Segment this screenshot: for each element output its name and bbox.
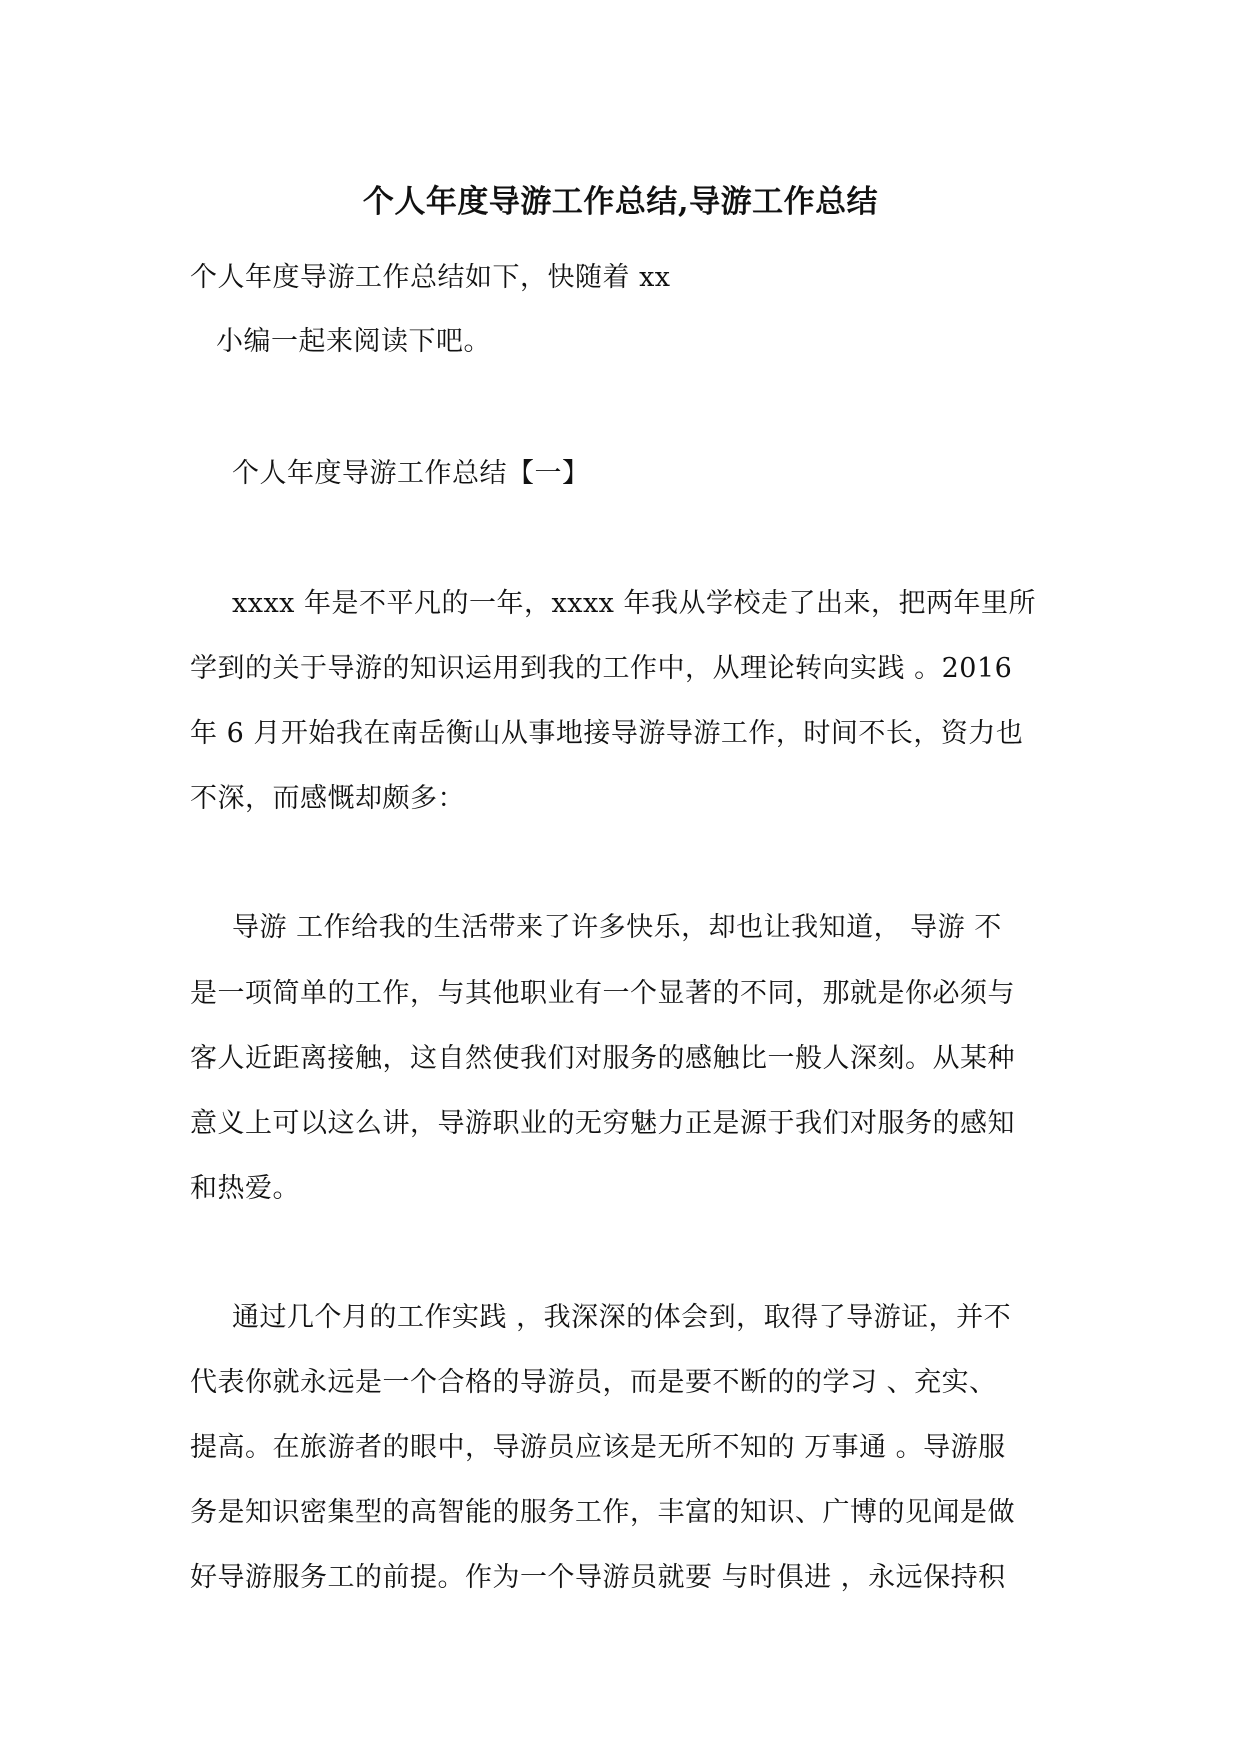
intro-line: 小编一起来阅读下吧。 [216, 326, 491, 357]
paragraph-3-line: 好导游服务工的前提。作为一个导游员就要 与时俱进 ，永远保持积 [190, 1562, 1006, 1593]
paragraph-1-line: 不深，而感慨却颇多： [190, 783, 465, 814]
paragraph-3-line: 提高。在旅游者的眼中，导游员应该是无所不知的 万事通 。导游服 [190, 1432, 1006, 1463]
intro-line: 个人年度导游工作总结如下，快随着 xx [190, 262, 671, 293]
paragraph-2-line: 客人近距离接触，这自然使我们对服务的感触比一般人深刻。从某种 [190, 1043, 1015, 1074]
paragraph-3-line: 通过几个月的工作实践 ，我深深的体会到，取得了导游证，并不 [232, 1302, 1012, 1333]
paragraph-3-line: 务是知识密集型的高智能的服务工作，丰富的知识、广博的见闻是做 [190, 1497, 1015, 1528]
paragraph-2-line: 和热爱。 [190, 1173, 300, 1204]
document-title: 个人年度导游工作总结,导游工作总结 [362, 184, 879, 220]
section-heading: 个人年度导游工作总结【一】 [232, 458, 590, 489]
paragraph-1-line: 年 6 月开始我在南岳衡山从事地接导游导游工作，时间不长，资力也 [190, 718, 1024, 749]
paragraph-3-line: 代表你就永远是一个合格的导游员，而是要不断的的学习 、充实、 [190, 1367, 997, 1398]
paragraph-2-line: 是一项简单的工作，与其他职业有一个显著的不同，那就是你必须与 [190, 978, 1015, 1009]
paragraph-1-line: xxxx 年是不平凡的一年，xxxx 年我从学校走了出来，把两年里所 [232, 588, 1036, 619]
paragraph-2-line: 导游 工作给我的生活带来了许多快乐，却也让我知道， 导游 不 [232, 912, 1002, 943]
paragraph-2-line: 意义上可以这么讲，导游职业的无穷魅力正是源于我们对服务的感知 [190, 1108, 1015, 1139]
paragraph-1-line: 学到的关于导游的知识运用到我的工作中，从理论转向实践 。2016 [190, 653, 1013, 684]
